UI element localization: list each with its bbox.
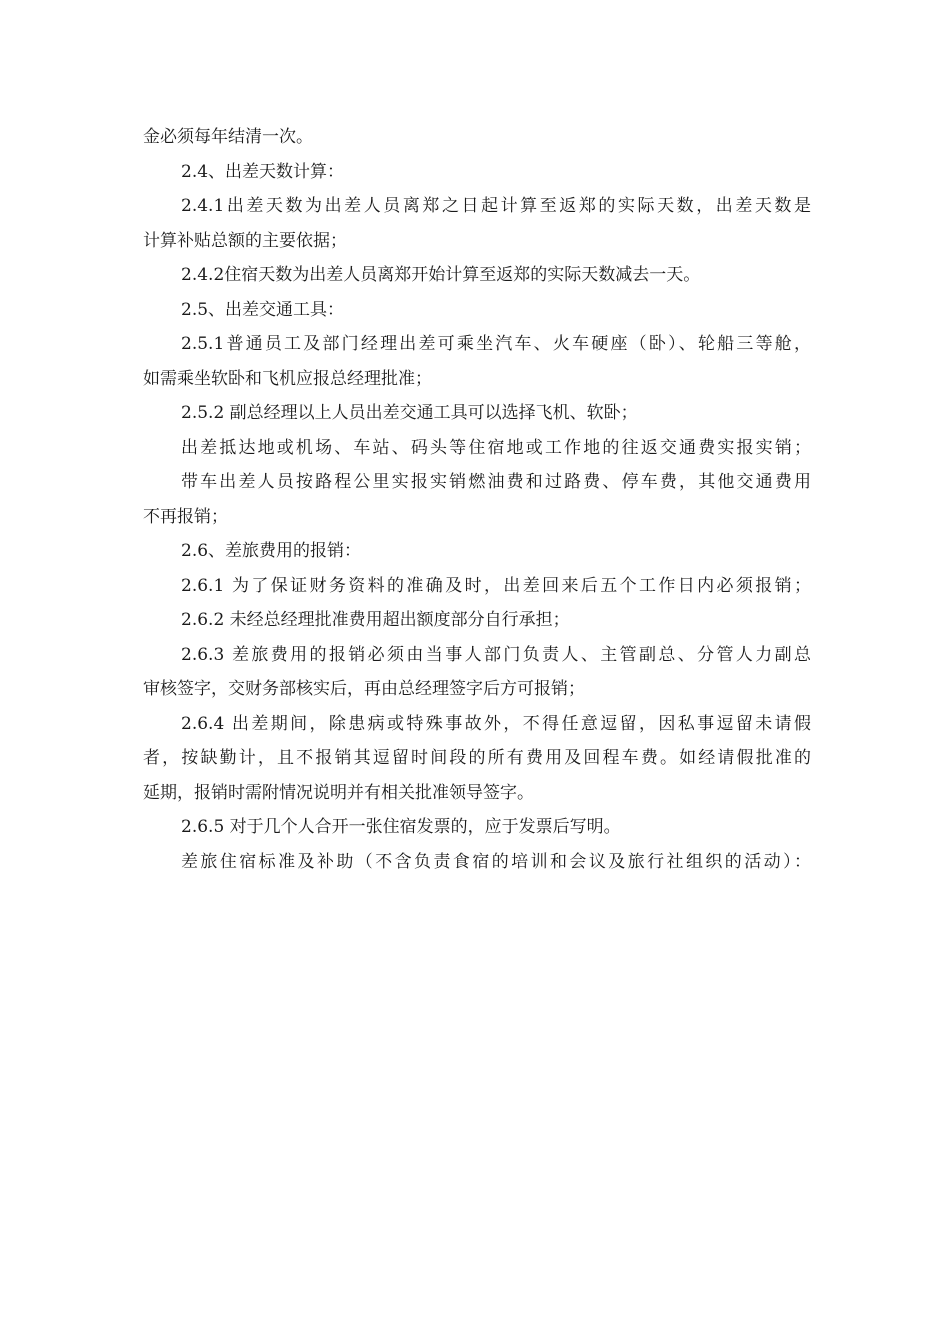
- text-line: 出差抵达地或机场、车站、码头等住宿地或工作地的往返交通费实报实销；: [181, 437, 811, 458]
- text-line: 2.6.2 未经总经理批准费用超出额度部分自行承担；: [181, 610, 570, 630]
- text-line: 计算补贴总额的主要依据；: [143, 230, 347, 251]
- section-heading: 2.6、差旅费用的报销：: [181, 541, 362, 561]
- text-line: 2.5.2 副总经理以上人员出差交通工具可以选择飞机、软卧；: [181, 403, 638, 423]
- text-line: 2.6.1 为了保证财务资料的准确及时，出差回来后五个工作日内必须报销；: [181, 575, 811, 596]
- section-heading: 2.5、出差交通工具：: [181, 299, 345, 320]
- section-heading: 2.4、出差天数计算：: [181, 161, 345, 182]
- text-line: 差旅住宿标准及补助（不含负责食宿的培训和会议及旅行社组织的活动）：: [181, 851, 811, 872]
- text-line: 如需乘坐软卧和飞机应报总经理批准；: [143, 368, 432, 389]
- text-line: 不再报销；: [143, 506, 228, 527]
- text-line: 2.6.4 出差期间，除患病或特殊事故外，不得任意逗留，因私事逗留未请假: [181, 713, 811, 734]
- text-line: 2.4.2住宿天数为出差人员离郑开始计算至返郑的实际天数减去一天。: [181, 265, 701, 285]
- text-line: 2.4.1出差天数为出差人员离郑之日起计算至返郑的实际天数，出差天数是: [181, 196, 811, 216]
- text-line: 延期，报销时需附情况说明并有相关批准领导签字。: [143, 782, 534, 803]
- text-line: 带车出差人员按路程公里实报实销燃油费和过路费、停车费，其他交通费用: [181, 472, 811, 492]
- text-line: 2.6.3 差旅费用的报销必须由当事人部门负责人、主管副总、分管人力副总: [181, 644, 811, 665]
- text-line: 金必须每年结清一次。: [143, 127, 313, 147]
- text-line: 2.6.5 对于几个人合开一张住宿发票的，应于发票后写明。: [181, 817, 621, 837]
- text-line: 审核签字，交财务部核实后，再由总经理签字后方可报销；: [143, 679, 585, 699]
- text-line: 者，按缺勤计，且不报销其逗留时间段的所有费用及回程车费。如经请假批准的: [143, 748, 811, 768]
- document-body: [143, 120, 811, 879]
- text-line: 2.5.1普通员工及部门经理出差可乘坐汽车、火车硬座（卧）、轮船三等舱，: [181, 334, 811, 354]
